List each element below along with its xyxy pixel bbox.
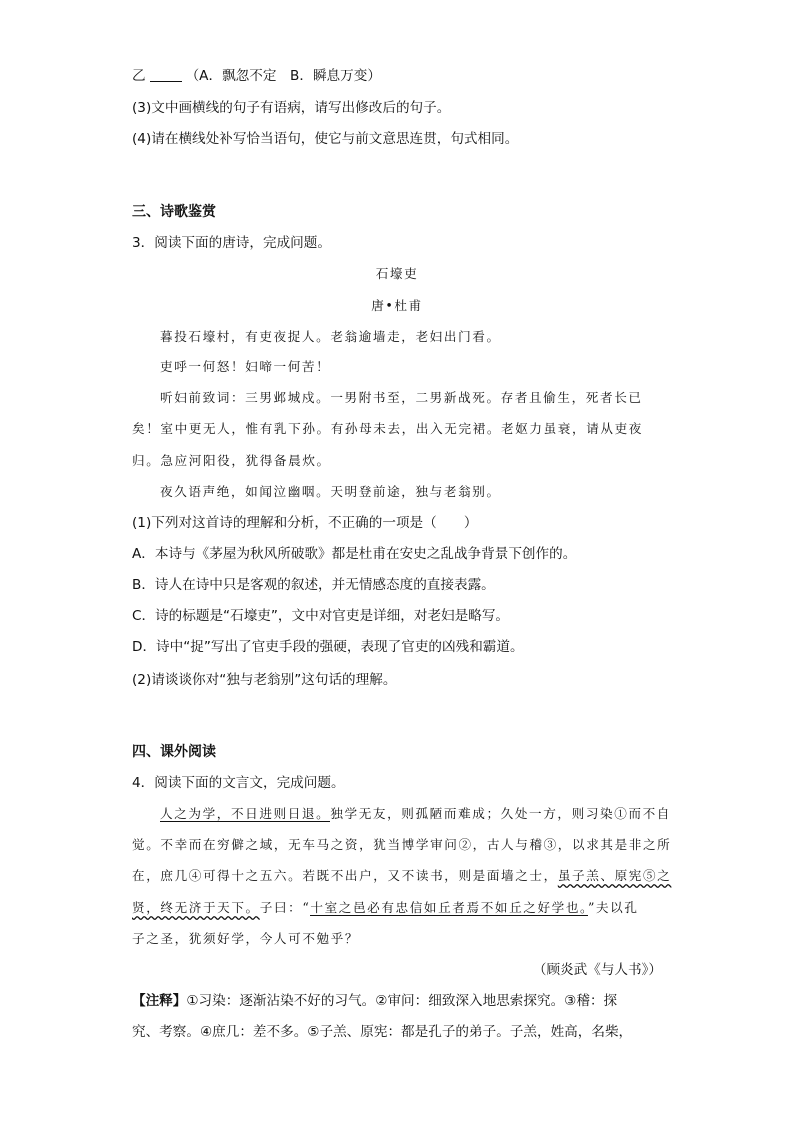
option-c[interactable]: C．诗的标题是“石壕吏”，文中对官吏是详细，对老妇是略写。 — [132, 608, 510, 624]
notes-line: 究、考察。④庶几：差不多。⑤子羔、原宪：都是孔子的弟子。子羔，姓高，名柴， — [132, 1024, 633, 1040]
passage-text: 在，庶几④可得十之五六。若既不出户，又不读书，则是面墙之士， — [132, 868, 558, 883]
option-d[interactable]: D．诗中“捉”写出了官吏手段的强硬，表现了官吏的凶残和霸道。 — [132, 639, 524, 655]
q2-yi-prefix: 乙 — [132, 68, 146, 84]
notes-text: ①习染：逐渐沾染不好的习气。②审问：细致深入地思索探究。③稽：探 — [186, 993, 618, 1009]
q2-yi-blank[interactable] — [150, 67, 182, 82]
section3-intro: 3．阅读下面的唐诗，完成问题。 — [132, 235, 331, 251]
notes-line — [132, 991, 617, 1011]
notes-label: 【注释】 — [132, 993, 187, 1009]
section3-sub1: (1)下列对这首诗的理解和分析，不正确的一项是（ ） — [132, 515, 478, 531]
q2-sub3: (3)文中画横线的句子有语病，请写出修改后的句子。 — [132, 100, 451, 116]
underlined-sentence: 人之为学，不日进则日退。 — [160, 806, 331, 821]
section4-heading: 四、课外阅读 — [132, 744, 216, 760]
poem-line: 矣！室中更无人，惟有乳下孙。有孙母未去，出入无完裙。老妪力虽衰，请从吏夜 — [132, 421, 643, 436]
option-a[interactable]: A．本诗与《茅屋为秋风所破歌》都是杜甫在安史之乱战争背景下创作的。 — [132, 546, 577, 562]
passage-text: 独学无友，则孤陋而难成；久处一方，则习染①而不自 — [330, 806, 671, 821]
passage-line — [160, 804, 671, 824]
poem-line: 归。急应河阳役，犹得备晨炊。 — [132, 453, 331, 468]
passage-line: 子之圣，犹须好学，今人可不勉乎？ — [132, 931, 360, 946]
poem-line: 听妇前致词：三男邺城戍。一男附书至，二男新战死。存者且偷生，死者长已 — [160, 390, 643, 405]
wavy-underlined-text: 虽子羔、原宪⑤之 — [557, 868, 672, 883]
section4-intro: 4．阅读下面的文言文，完成问题。 — [132, 775, 345, 791]
passage-source: （顾炎武《与人书》） — [532, 962, 662, 978]
q2-yi-options: （A．飘忽不定 B．瞬息万变） — [185, 68, 381, 84]
poem-author: 唐•杜甫 — [371, 298, 423, 313]
section3-sub2: (2)请谈谈你对“独与老翁别”这句话的理解。 — [132, 672, 397, 688]
poem-line: 暮投石壕村，有吏夜捉人。老翁逾墙走，老妇出门看。 — [160, 329, 501, 344]
underlined-sentence: 十室之邑必有忠信如丘者焉不如丘之好学也。 — [310, 900, 588, 915]
passage-line — [132, 898, 639, 918]
passage-text: ”夫以孔 — [587, 900, 639, 915]
passage-line: 觉。不幸而在穷僻之域，无车马之资，犹当博学审问②，古人与稽③，以求其是非之所 — [132, 837, 672, 852]
poem-title: 石壕吏 — [375, 266, 419, 281]
wavy-underlined-text: 贤，终无济于天下。 — [132, 900, 260, 915]
passage-text: 子曰：“ — [259, 900, 311, 915]
option-b[interactable]: B．诗人在诗中只是客观的叙述，并无情感态度的直接表露。 — [132, 577, 495, 593]
poem-line: 夜久语声绝，如闻泣幽咽。天明登前途，独与老翁别。 — [160, 484, 501, 499]
poem-line: 吏呼一何怒！妇啼一何苦！ — [160, 359, 331, 374]
passage-line — [132, 866, 671, 886]
q2-yi-line — [132, 66, 381, 86]
q2-sub4: (4)请在横线处补写恰当语句，使它与前文意思连贯，句式相同。 — [132, 131, 519, 147]
section3-heading: 三、诗歌鉴赏 — [132, 204, 216, 220]
